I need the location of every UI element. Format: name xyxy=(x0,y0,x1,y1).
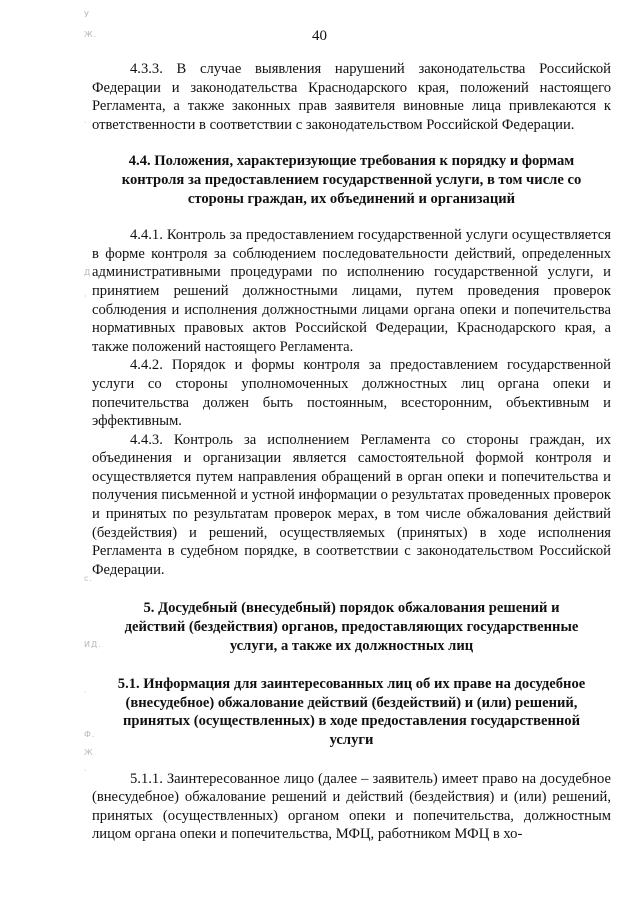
paragraph-4-4-1: 4.4.1. Контроль за предоставлением государственной услуги осуществляется в форме контроля за соблюдением последовательности действий, определенных административными процедурами по исполнению государственной услуги, и принятием решений должностными лицами, путем проведения проверок соблюдения и исполнения должностными лицами органа опеки и попечительства нормативных правовых актов Российской Федерации, Краснодарского края, а также положений настоящего Регламента. xyxy=(92,227,611,355)
paragraph-4-3-3: 4.3.3. В случае выявления нарушений законодательства Российской Федерации и законодательства Краснодарского края, положений настоящего Регламента, а также законных прав заявителя виновные лица привлекаются к ответственности в соответствии с законодательством Российской Федерации. xyxy=(92,61,611,133)
section-heading-4-4: 4.4. Положения, характеризующие требования к порядку и формам контроля за предоставлением государственной услуги, в том числе со стороны граждан, их объединений и организаций xyxy=(121,153,582,207)
paragraph-4-4-3: 4.4.3. Контроль за исполнением Регламента со стороны граждан, их объединения и организации является самостоятельной формой контроля и осуществляется путем направления обращений в орган опеки и попечительства и получения письменной и устной информации о результатах проведенных проверок и принятых по результатам проверок мерах, в том числе обжалования действий (бездействия) и решений, осуществляемых (принятых) в ходе исполнения Регламента в судебном порядке, в соответствии с законодательством Российской Федерации. xyxy=(92,431,611,578)
document-body xyxy=(92,60,611,844)
scan-margin-marks: У Ж. · Д · с. ИД. · Ф. Ж · xyxy=(84,10,102,775)
section-heading-5-1: 5.1. Информация для заинтересованных лиц об их праве на досудебное (внесудебное) обжалование действий (бездействий) и (или) решений, принятых (осуществленных) в ходе предоставления государственной услуги xyxy=(117,676,586,748)
paragraph-4-4-2: 4.4.2. Порядок и формы контроля за предоставлением государственной услуги со стороны уполномоченных должностных лиц органа опеки и попечительства должен быть постоянным, всесторонним, объективным и эффективным. xyxy=(92,357,611,430)
page-number: 40 xyxy=(312,28,327,44)
paragraph-5-1-1: 5.1.1. Заинтересованное лицо (далее – заявитель) имеет право на досудебное (внесудебное) обжалование решений и действий (бездействия) и (или) решений, принятых (осуществленных) органом опеки и попечительства, должностным лицом органа опеки и попечительства, МФЦ, работником МФЦ в хо- xyxy=(92,770,611,843)
section-heading-5: 5. Досудебный (внесудебный) порядок обжалования решений и действий (бездействия) органов, предоставляющих государственные услуги, а также их должностных лиц xyxy=(124,600,579,654)
